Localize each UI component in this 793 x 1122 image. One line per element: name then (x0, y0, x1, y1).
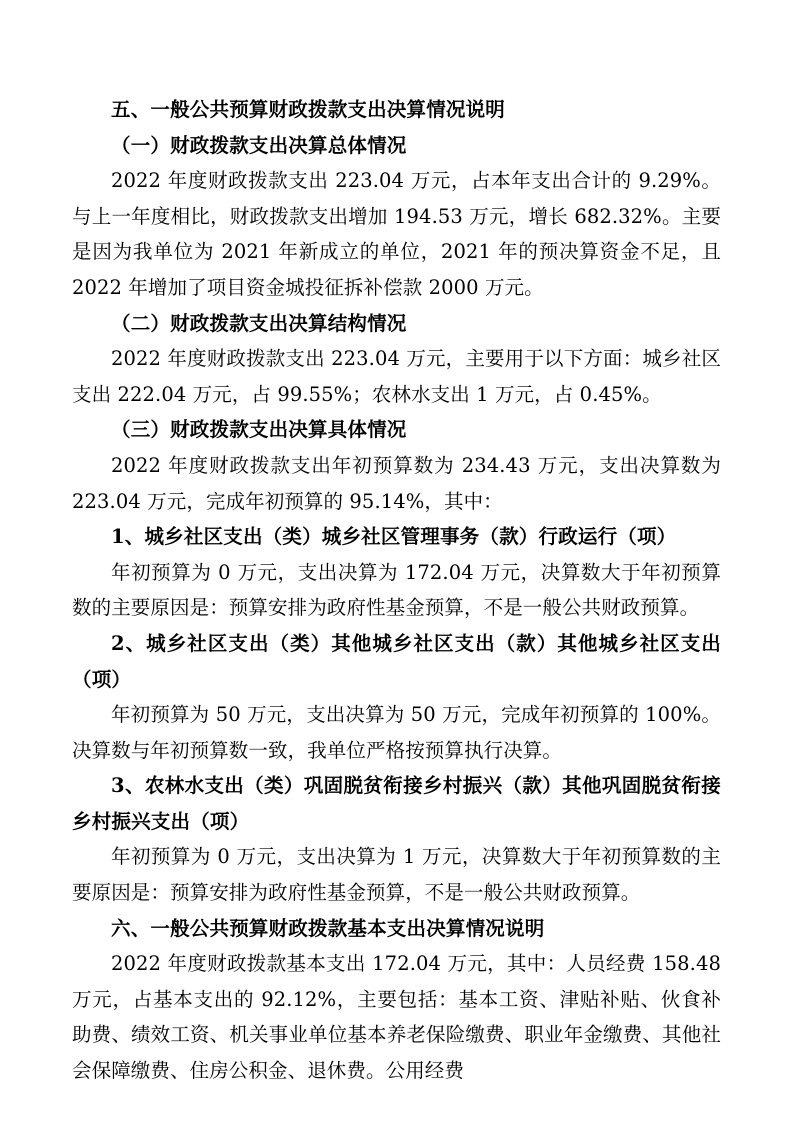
subsection-heading-one: （一）财政拨款支出决算总体情况 (111, 133, 407, 157)
section-heading-six: 六、一般公共预算财政拨款基本支出决算情况说明 (111, 916, 545, 940)
paragraph-item-1: 年初预算为 0 万元，支出决算为 172.04 万元，决算数大于年初预算数的主要原因是：预算安排为政府性基金预算，不是一般公共财政预算。 (72, 560, 721, 620)
paragraph-overall-expenditure: 2022 年度财政拨款支出 223.04 万元，占本年支出合计的 9.29%。与上一年度相比，财政拨款支出增加 194.53 万元，增长 682.32%。主要是因为我单位为 2021 年新成立的单位，2021 年的预决算资金不足，且 2022 年增加了项目资金城投征拆补偿款 2000 万元。 (72, 169, 721, 299)
item-heading-3: 3、农林水支出（类）巩固脱贫衔接乡村振兴（款）其他巩固脱贫衔接乡村振兴支出（项） (72, 774, 721, 833)
document-body (72, 92, 721, 1089)
paragraph-specific-overview: 2022 年度财政拨款支出年初预算数为 234.43 万元，支出决算数为 223.04 万元，完成年初预算的 95.14%，其中： (72, 453, 721, 513)
paragraph-item-2: 年初预算为 50 万元，支出决算为 50 万元，完成年初预算的 100%。决算数与年初预算数一致，我单位严格按预算执行决算。 (72, 703, 721, 762)
subsection-heading-three: （三）财政拨款支出决算具体情况 (111, 418, 407, 442)
item-heading-2: 2、城乡社区支出（类）其他城乡社区支出（款）其他城乡社区支出（项） (72, 631, 721, 691)
paragraph-basic-expenditure: 2022 年度财政拨款基本支出 172.04 万元，其中：人员经费 158.48 万元，占基本支出的 92.12%，主要包括：基本工资、津贴补贴、伙食补助费、绩效工资、机关事业单位基本养老保险缴费、职业年金缴费、其他社会保障缴费、住房公积金、退休费。公用经费 (72, 952, 721, 1083)
item-heading-1: 1、城乡社区支出（类）城乡社区管理事务（款）行政运行（项） (111, 525, 677, 549)
section-heading-five: 五、一般公共预算财政拨款支出决算情况说明 (111, 98, 506, 121)
paragraph-item-3: 年初预算为 0 万元，支出决算为 1 万元，决算数大于年初预算数的主要原因是：预算安排为政府性基金预算，不是一般公共财政预算。 (72, 845, 721, 905)
paragraph-structure: 2022 年度财政拨款支出 223.04 万元，主要用于以下方面：城乡社区支出 222.04 万元，占 99.55%；农林水支出 1 万元，占 0.45%。 (72, 347, 721, 406)
subsection-heading-two: （二）财政拨款支出决算结构情况 (111, 311, 407, 335)
